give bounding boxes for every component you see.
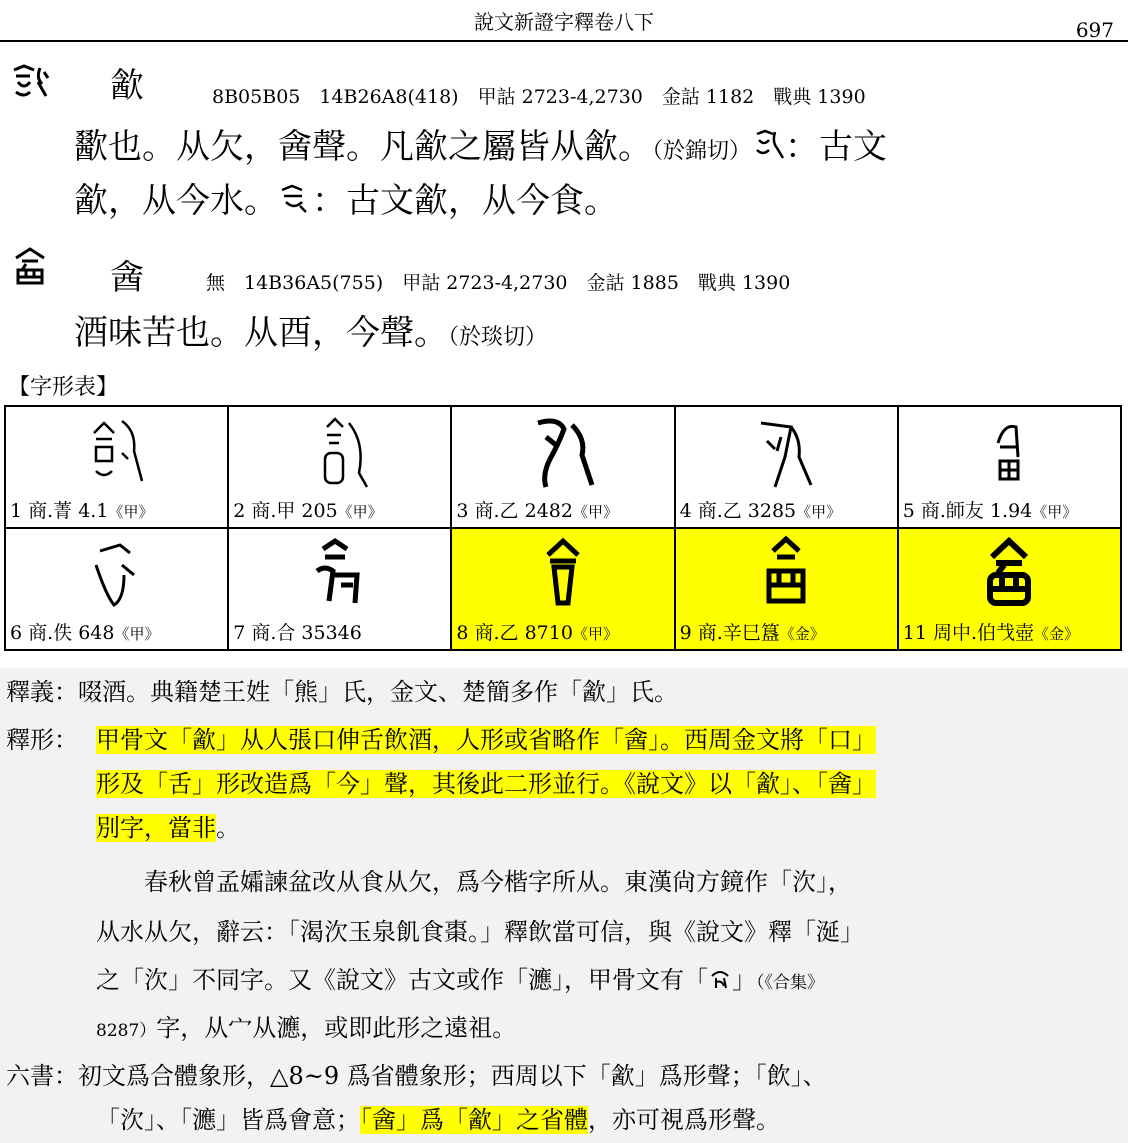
seal-script-yin-icon (10, 62, 50, 102)
fanqie-note: （於錦切） (652, 139, 752, 164)
form-caption: 2 商.甲 205《甲》 (233, 500, 383, 522)
liushu-line2: 「㳄」、「㶐」皆爲會意；「酓」爲「㱃」之省體，亦可視爲形聲。 (96, 1106, 780, 1134)
form-cell-11 (898, 528, 1121, 650)
definition-text: 㱃，从今水。 (74, 181, 278, 221)
oracle-form-3-icon (528, 413, 598, 493)
definition-yin-line2 (74, 178, 618, 224)
form-caption: 3 商.乙 2482《甲》 (456, 500, 618, 522)
oracle-inline-glyph-icon (708, 968, 732, 992)
highlighted-text: 別字，當非 (96, 814, 216, 842)
commentary-line4: 8287）字，从宀从㶐，或即此形之遠祖。 (96, 1014, 517, 1042)
form-table-label: 【字形表】 (8, 375, 119, 400)
highlighted-text: 甲骨文「㱃」从人張口伸舌飲酒，人形或省略作「酓」。西周金文將「口」 (96, 726, 876, 754)
entry-codes-yin: 8B05B05 14B26A8(418) 甲詁 2723-4,2730 金詁 1182 戰典 1390 (212, 86, 866, 108)
form-note-line2 (96, 764, 876, 804)
oracle-form-4-icon (751, 413, 821, 493)
ancient-form-glyph-icon (751, 128, 785, 162)
definition-text: ：古文㱃，从今食。 (312, 181, 618, 221)
form-table (4, 405, 1122, 651)
page-number: 697 (1075, 18, 1114, 42)
form-note-label: 釋形： (6, 726, 78, 754)
form-caption: 1 商.菁 4.1《甲》 (10, 500, 154, 522)
form-caption: 8 商.乙 8710《甲》 (456, 622, 618, 644)
form-table-row (5, 528, 1121, 650)
commentary-line2: 从水从欠，辭云：「渴㳄玉泉飢食棗。」釋飲當可信，與《說文》釋「涎」 (96, 918, 864, 946)
entry-character-yan: 酓 (110, 258, 144, 298)
highlighted-text: 形及「舌」形改造爲「今」聲，其後此二形並行。《說文》以「㱃」、「酓」 (96, 770, 876, 798)
oracle-form-6-icon (82, 535, 152, 615)
form-cell-6 (5, 528, 228, 650)
form-caption: 5 商.師友 1.94《甲》 (902, 500, 1078, 522)
header-rule (0, 40, 1128, 42)
ancient-form-glyph-icon (278, 182, 312, 216)
definition-text: 酒味苦也。从酉，今聲。 (74, 313, 448, 353)
oracle-form-2-icon (305, 413, 375, 493)
commentary-line3: 之「㳄」不同字。又《說文》古文或作「㶐」，甲骨文有「 」（《合集》 (96, 966, 824, 994)
form-caption: 11 周中.伯𢦏壺《金》 (902, 622, 1080, 644)
form-cell-3 (451, 406, 674, 528)
definition-yin-line1 (74, 124, 887, 175)
form-caption: 4 商.乙 3285《甲》 (679, 500, 842, 522)
meaning-note: 釋義：啜酒。典籍楚王姓「熊」氏，金文、楚簡多作「㱃」氏。 (6, 678, 678, 706)
form-note-line1 (96, 720, 876, 760)
bronze-form-9-icon (751, 535, 821, 615)
form-caption: 9 商.辛巳簋《金》 (679, 622, 825, 644)
form-caption: 7 商.合 35346 (233, 622, 362, 644)
form-cell-4 (675, 406, 898, 528)
form-cell-8 (451, 528, 674, 650)
oracle-form-5-icon (974, 413, 1044, 493)
form-table-row (5, 406, 1121, 528)
form-note-line3: 別字，當非。 (96, 814, 240, 842)
liushu-line1: 六書：初文爲合體象形，△8~9 爲省體象形；西周以下「㱃」爲形聲；「飲」、 (6, 1062, 827, 1090)
fanqie-note: （於琰切） (448, 325, 548, 350)
form-cell-2 (228, 406, 451, 528)
entry-codes-yan: 無 14B36A5(755) 甲詁 2723-4,2730 金詁 1885 戰典 1390 (206, 272, 791, 294)
definition-text: 歠也。从欠，酓聲。凡㱃之屬皆从㱃。 (74, 127, 652, 167)
bronze-form-8-icon (528, 535, 598, 615)
oracle-form-1-icon (82, 413, 152, 493)
highlighted-text: 「酓」爲「㱃」之省體 (360, 1106, 588, 1134)
form-cell-7 (228, 528, 451, 650)
oracle-form-7-icon (305, 535, 375, 615)
seal-script-yan-icon (10, 246, 50, 286)
running-header: 說文新證字釋卷八下 (474, 10, 654, 34)
form-cell-1 (5, 406, 228, 528)
commentary-line1: 春秋曾孟孀諫盆改从食从欠，爲今楷字所从。東漢尙方鏡作「㳄」， (96, 868, 852, 896)
form-cell-5 (898, 406, 1121, 528)
definition-text: ：古文 (785, 127, 888, 167)
definition-yan (74, 310, 547, 361)
form-cell-9 (675, 528, 898, 650)
entry-character-yin: 㱃 (110, 66, 144, 106)
bronze-form-11-icon (974, 535, 1044, 615)
form-caption: 6 商.佚 648《甲》 (10, 622, 160, 644)
